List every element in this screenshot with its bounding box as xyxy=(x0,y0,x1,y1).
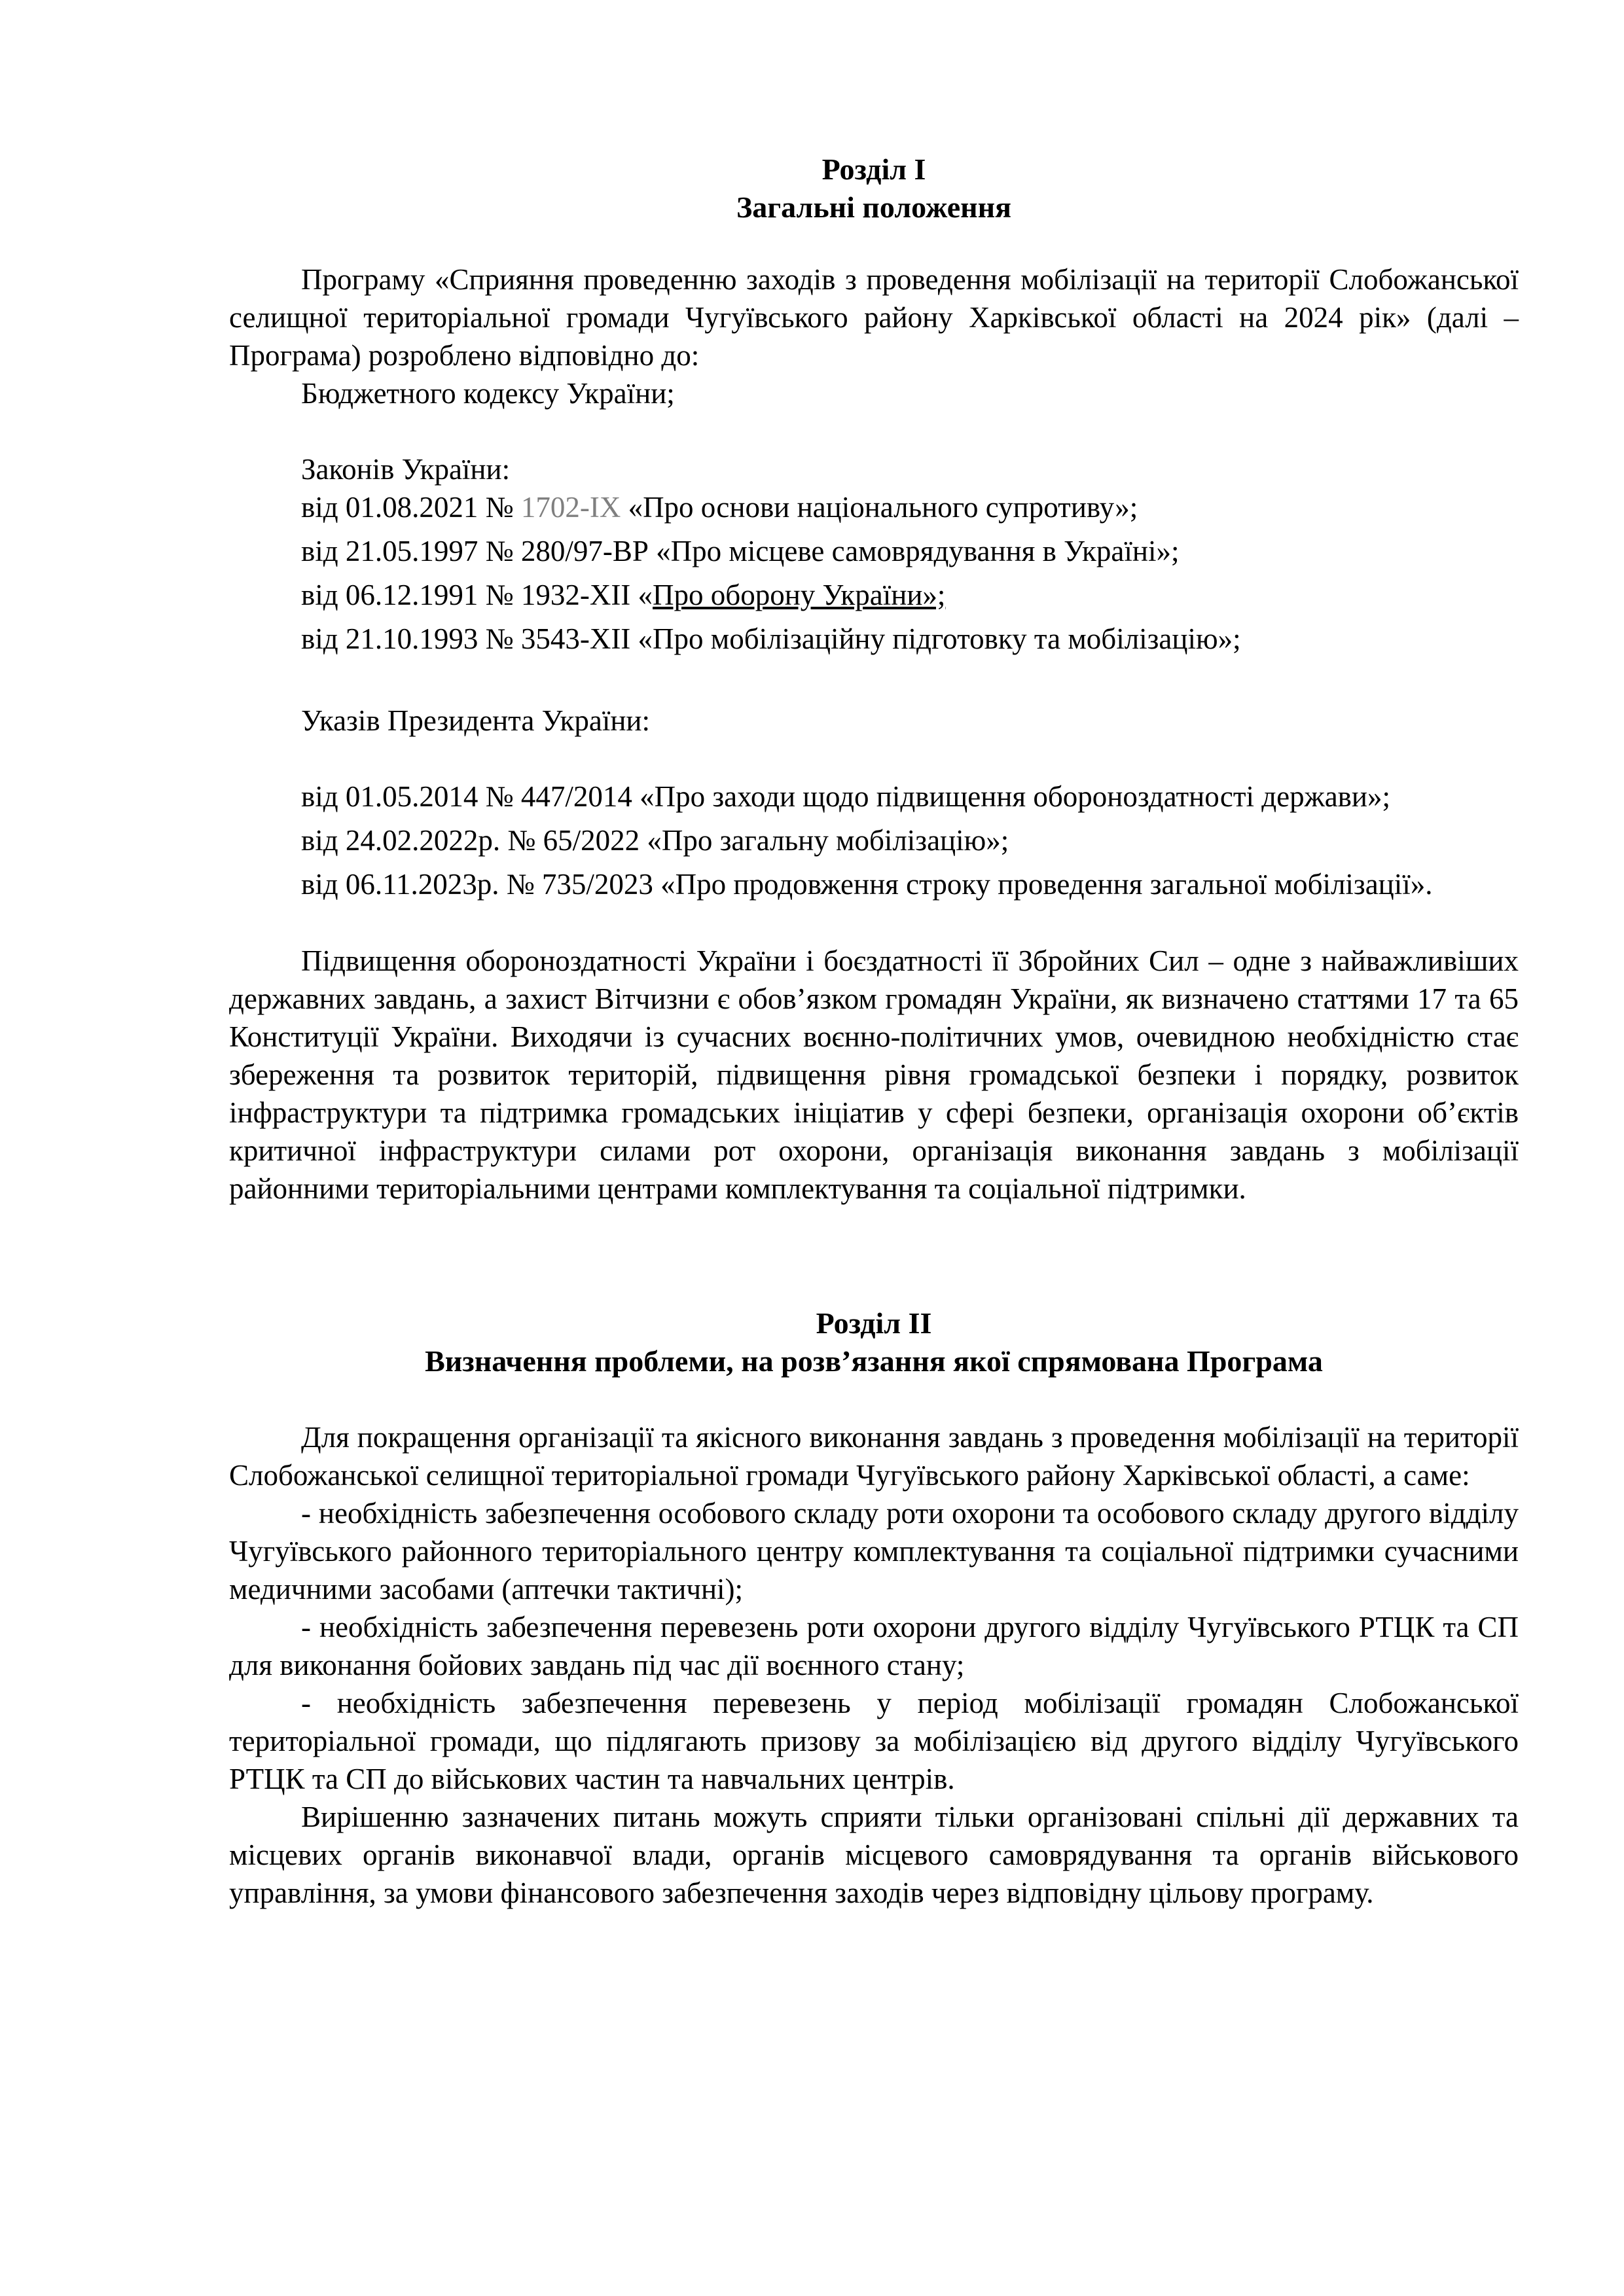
text-run: Законів України: xyxy=(301,453,511,486)
text-run: Програму «Сприяння проведенню заходів з проведення мобілізації на території Слобожанської селищної територіальної громади Чугуївського району Харківської області на 2024 рік» (далі – Програма) розроблено відповідно до: xyxy=(229,263,1519,372)
need-item xyxy=(229,1608,1519,1684)
law-item xyxy=(229,532,1519,570)
decree-item xyxy=(229,865,1519,903)
text-run: Підвищення обороноздатності України і боєздатності її Збройних Сил – одне з найважливіших державних завдань, а захист Вітчизни є обов’язком громадян України, як визначено статтями 17 та 65 Конституції України. Виходячи із сучасних воєнно-політичних умов, очевидною необхідністю стає збереження та розвиток територій, підвищення рівня громадської безпеки і порядку, розвиток інфраструктури та підтримка громадських ініціатив у сфері безпеки, організація охорони об’єктів критичної інфраструктури силами рот охорони, організація виконання завдань з мобілізації районними територіальними центрами комплектування та соціальної підтримки. xyxy=(229,944,1519,1205)
underline-text-run: Про оборону України»; xyxy=(653,579,946,611)
decrees-list-header xyxy=(229,702,1519,740)
section-1-body xyxy=(229,260,1519,1208)
blank-line xyxy=(229,909,1519,942)
text-run: Бюджетного кодексу України; xyxy=(301,377,675,410)
text-run: від 21.10.1993 № 3543-XII «Про мобілізаційну підготовку та мобілізацію»; xyxy=(301,622,1241,655)
text-run: - необхідність забезпечення перевезень у період мобілізації громадян Слобожанської територіальної громади, що підлягають призову за мобілізацією від другого відділу Чугуївського РТЦК та СП до військових частин та навчальних центрів. xyxy=(229,1687,1519,1795)
laws-list-header xyxy=(229,450,1519,488)
text-run: Для покращення організації та якісного виконання завдань з проведення мобілізації на території Слобожанської селищної територіальної громади Чугуївського району Харківської області, а саме: xyxy=(229,1421,1519,1492)
section-2-heading xyxy=(229,1304,1519,1380)
need-item xyxy=(229,1684,1519,1798)
text-run: «Про основи національного супротиву»; xyxy=(621,491,1138,524)
blank-line xyxy=(229,740,1519,778)
text-run: Вирішенню зазначених питань можуть сприяти тільки організовані спільні дії державних та місцевих органів виконавчої влади, органів місцевого самоврядування та органів військового управління, за умови фінансового забезпечення заходів через відповідну цільову програму. xyxy=(229,1801,1519,1909)
budget-code-line xyxy=(229,374,1519,412)
text-run: від 01.05.2014 № 447/2014 «Про заходи щодо підвищення обороноздатності держави»; xyxy=(301,780,1391,813)
section-2-title: Розділ II xyxy=(816,1306,932,1340)
text-run: - необхідність забезпечення особового складу роти охорони та особового складу другого відділу Чугуївського районного територіального центру комплектування та соціальної підтримки сучасними медичними засобами (аптечки тактичні); xyxy=(229,1497,1519,1605)
text-run: від 21.05.1997 № 280/97-ВР «Про місцеве самоврядування в Україні»; xyxy=(301,535,1180,567)
law-item xyxy=(229,576,1519,614)
decree-item xyxy=(229,821,1519,859)
text-run: від 06.11.2023р. № 735/2023 «Про продовження строку проведення загальної мобілізації». xyxy=(301,868,1433,901)
defense-capability-paragraph xyxy=(229,942,1519,1208)
decree-item xyxy=(229,778,1519,816)
text-run: Указів Президента України: xyxy=(301,704,651,737)
text-run: від 01.08.2021 № xyxy=(301,491,521,524)
section-2-subtitle: Визначення проблеми, на розв’язання якої спрямована Програма xyxy=(425,1344,1323,1378)
section-1-heading xyxy=(229,151,1519,226)
text-run: від 06.12.1991 № 1932-XII « xyxy=(301,579,653,611)
text-run: від 24.02.2022р. № 65/2022 «Про загальну мобілізацію»; xyxy=(301,824,1009,857)
section-1-title: Розділ I xyxy=(821,152,926,186)
blank-line xyxy=(229,412,1519,450)
conclusion-paragraph xyxy=(229,1798,1519,1912)
section-1-subtitle: Загальні положення xyxy=(736,190,1012,224)
problem-intro-paragraph xyxy=(229,1418,1519,1494)
blank-line xyxy=(229,1380,1519,1418)
blank-line xyxy=(229,664,1519,702)
gray-text-run: 1702-IX xyxy=(520,491,621,524)
text-run: - необхідність забезпечення перевезень роти охорони другого відділу Чугуївського РТЦК та СП для виконання бойових завдань під час дії воєнного стану; xyxy=(229,1611,1519,1681)
intro-paragraph xyxy=(229,260,1519,374)
section-2-body xyxy=(229,1380,1519,1912)
law-item xyxy=(229,620,1519,658)
need-item xyxy=(229,1494,1519,1608)
law-item xyxy=(229,488,1519,526)
